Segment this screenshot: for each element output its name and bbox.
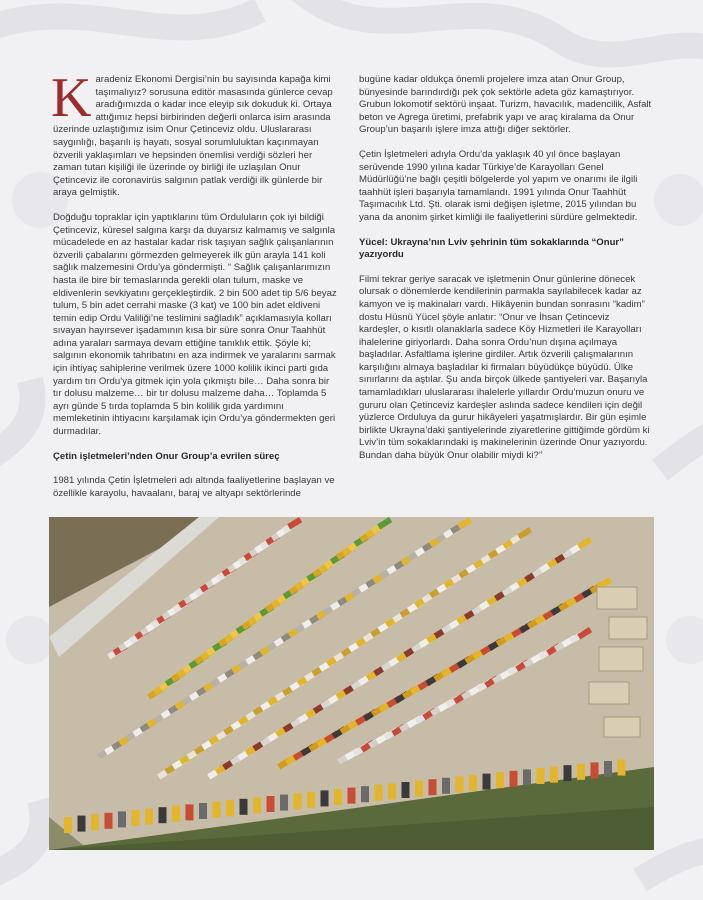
subheading-1: Çetin işletmeleri’nden Onur Group’a evrilen süreç [53,450,280,462]
paragraph-2: Doğduğu topraklar için yaptıklarını tüm Orduluların çok iyi bildiği Çetinceviz, küresel salgına karşı da duyarsız kalmamış ve salgınla mücadelede en az hastalar kadar risk taşıyan sağlık çalışanlarının özverili çabalarını görmezden gelmeyerek ilk gün arayla 141 koli sağlık malzemesini Ordu’ya göndermişti. “ Sağlık çalışanlarımızın hasta ile bire bir temaslarında gerekli olan tulum, maske ve eldivenlerin sevkiyatını gerçekleştirdik. 2 bin 500 adet tip 5/6 beyaz tulum, 5 bin adet cerrahi maske (3 kat) ve 100 bin adet eldiveni temin edip Ordu Valiliği’ne teslimini sağladık” açıklamasıyla kolları sıvayan hayırsever işadamının kısa bir süre sonra Onur Taahhüt adına yaraları sarmaya devam ettiğine tanıklık ettik. Şöyle ki; salgının ekonomik tahribatını en aza indirmek ve yaralarını sarmak için ihtiyaç sahiplerine verilmek üzere 1000 kolilik ikinci parti gıda yardım tırı Ordu’ya gitmek için yola çıkmıştı bile… Daha sonra bir tır dolusu malzeme… bir tır dolusu malzeme daha… Toplamda 5 ayrı günde 5 tırda toplamda 5 bin kolilik gıda yardımını memleketinin ihtiyacını karşılamak için Ordu’ya göndermekten geri durmadılar. [53,211,337,438]
intro-text: aradeniz Ekonomi Dergisi’nin bu sayısında kapağa kimi taşımalıyız? sorusuna editör masasında günlerce cevap aradığımızda o kadar ince eleyip sık dokuduk ki. Ortaya attığımız hepsi birbirinden değerli onlarca isim arasında üzerinde uzlaştığımız isim Onur Çetinceviz oldu. Uluslararası saygınlığı, başarılı iş hayatı, sosyal sorumluluktan kaçınmayan özverili yaklaşımları ve hepsinden önemlisi verdiği sözleri her zaman tutan kişiliği ile üzerinde oy birliği ile uzlaşılan Onur Çetinceviz ile coronavirüs salgının patlak verdiği ilk günlerde bir araya gelmiştik. [53,74,333,199]
intro-paragraph [51,67,338,200]
paragraph-3: 1981 yılında Çetin İşletmeleri adı altında faaliyetlerine başlayan ve özellikle karayolu, havaalanı, baraj ve altyapı sektörlerinde [53,475,335,499]
aerial-photo [49,517,654,850]
paragraph-4: bugüne kadar oldukça önemli projelere imza atan Onur Group, bünyesinde barındırdığı pek çok sektörle adeta göz kamaştırıyor. Grubun lokomotif sektörü inşaat. Turizm, havacılık, madencilik, Asfalt beton ve Agrega üretimi, prefabrik yapı ve araç kiralama da Onur Group’un başarılı işlere imza attığı diğer sektörler. [359,74,652,136]
drop-cap: K [51,67,92,129]
right-column [359,74,653,475]
paragraph-6: Filmi tekrar geriye saracak ve işletmenin Onur günlerine dönecek olursak o dönemlerde kendilerinin parmakla sayılabilecek kadar az kamyon ve iş makinaları vardı. Hikâyenin bundan sonrasını “kadim” dostu Hüsnü Yücel şöyle anlatır: “Onur ve İhsan Çetinceviz kardeşler, o kısıtlı olanaklarla sadece Köy Hizmetleri ile Karayolları ihalelerine giriyorlardı. Daha sonra Ordu’nun dışına açılmaya başladılar. Asfaltlama işlerine girdiler. Artık özverili çalışmalarının karşılığını almaya başladılar ki firmaları büyüdükçe büyüdü. Ülke sınırlarını da aştılar. Şu anda birçok ülkede şantiyeleri var. Başarıyla tamamladıkları uluslararası ihalelerle yıllardır Ordu’muzun onuru ve gururu olan Çetinceviz kardeşler aslında sadece kendileri için değil yüzlerce Orduluya da gurur hikâyeleri yaşatmışlardır. Bir gün eşimle birlikte Ukrayna’daki şantiyelerinde ziyaretlerine gittiğimde gördüm ki Lviv’in tüm sokaklarındaki iş makinelerinin üzerinde Onur yazıyordu. Bundan daha büyük Onur olabilir miydi ki?’’ [359,273,650,462]
subheading-2: Yücel: Ukrayna’nın Lviv şehrinin tüm sokaklarında “Onur” yazıyordu [359,236,624,261]
paragraph-5: Çetin İşletmeleri adıyla Ordu’da yaklaşık 40 yıl önce başlayan serüvende 1990 yılına kadar Türkiye’de Karayolları Genel Müdürlüğü’ne bağlı çeşitli bölgelerde yol yapım ve onarımı ile ilgili taahhüt işleri başarıyla tamamlandı. 1991 yılında Onur Taahhüt Taşımacılık Ltd. Şti. olarak ismi değişen işletme, 2015 yılından bu yana da anonim şirket kimliği ile faaliyetlerini sürdüre gelmektedir. [359,148,638,223]
left-column [51,67,338,512]
aerial-photo-illustration [49,517,654,850]
